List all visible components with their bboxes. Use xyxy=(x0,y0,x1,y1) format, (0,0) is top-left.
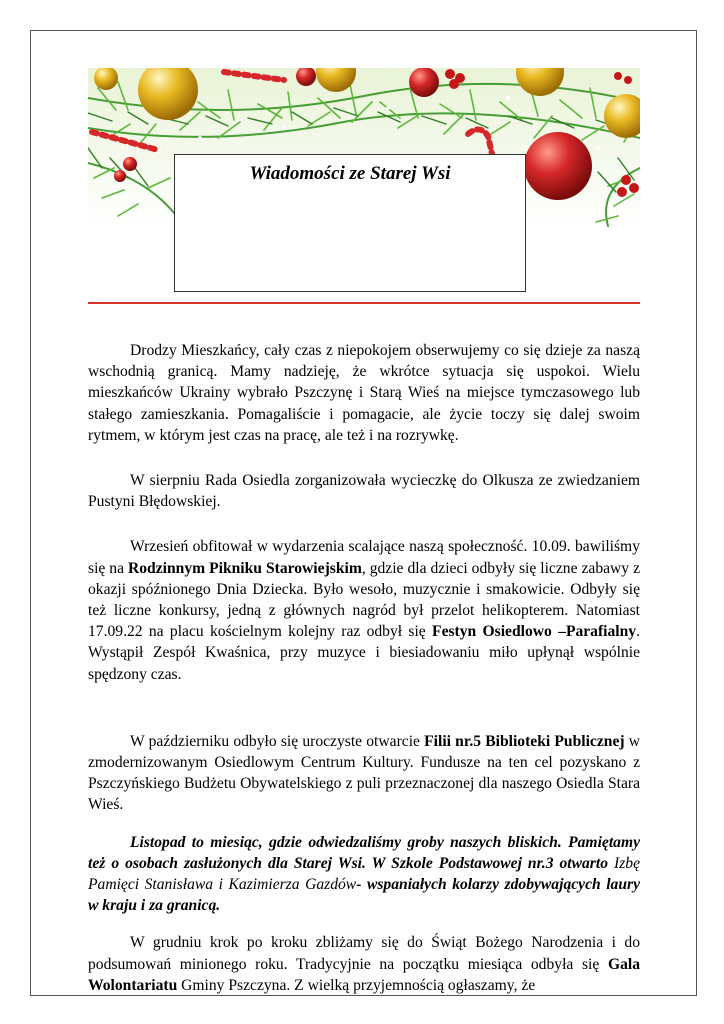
newsletter-body xyxy=(88,340,640,996)
november-text-1: Listopad to miesiąc, gdzie odwiedzaliśmy groby naszych bliskich. Pamiętamy też o osobach zasłużonych dla Starej Wsi. W Szkole Podstawowej nr.3 otwarto xyxy=(88,833,640,872)
september-text-3: . Wystąpił Zespół Kwaśnica, przy muzyce i biesiadowaniu miło upłynął wspólnie spędzony czas. xyxy=(88,623,641,683)
paragraph-september xyxy=(88,536,640,684)
memorial-room-name: Izbę Pamięci Stanisława i Kazimierza Gazdów xyxy=(88,854,640,894)
festival-event-name: Festyn Osiedlowo –Parafialny xyxy=(432,623,637,641)
november-text-2: - wspaniałych kolarzy zdobywających laury w kraju i za granicą. xyxy=(88,876,641,915)
paragraph-october xyxy=(88,731,640,816)
picnic-event-name: Rodzinnym Pikniku Starowiejskim xyxy=(128,559,362,577)
paragraph-august: W sierpniu Rada Osiedla zorganizowała wycieczkę do Olkusza ze zwiedzaniem Pustyni Błędowskiej. xyxy=(88,472,640,511)
september-text-1: Wrzesień obfitował w wydarzenia scalające naszą społeczność. 10.09. bawiliśmy się na xyxy=(88,538,640,577)
october-text-2: w zmodernizowanym Osiedlowym Centrum Kultury. Fundusze na ten cel pozyskano z Pszczyńskiego Budżetu Obywatelskiego z puli przeznaczonej dla naszego Osiedla Stara Wieś. xyxy=(88,732,641,814)
newsletter-title: Wiadomości ze Starej Wsi xyxy=(249,163,451,184)
library-branch-name: Filii nr.5 Biblioteki Publicznej xyxy=(424,732,625,750)
october-text-1: W październiku odbyło się uroczyste otwarcie xyxy=(130,732,425,750)
september-text-2: , gdzie dla dzieci odbyły się liczne zabawy z okazji spóźnionego Dnia Dziecka. Było wesoło, muzycznie i smakowicie. Odbyły się też liczne konkursy, jedną z głównych nagród był przelot helikopterem. Natomiast 17.09.22 na placu kościelnym kolejny raz odbył się xyxy=(88,559,640,641)
paragraph-november xyxy=(88,832,640,917)
title-frame xyxy=(174,154,526,292)
paragraph-december xyxy=(88,932,640,996)
red-divider xyxy=(88,302,640,304)
december-text-2: Gminy Pszczyna. Z wielką przyjemnością ogłaszamy, że xyxy=(177,976,536,994)
paragraph-intro: Drodzy Mieszkańcy, cały czas z niepokojem obserwujemy co się dzieje za naszą wschodnią granicą. Mamy nadzieję, że wkrótce sytuacja się uspokoi. Wielu mieszkańców Ukrainy wybrało Pszczynę i Starą Wieś na miejsce tymczasowego lub stałego zamieszkania. Pomagaliście i pomagacie, ale życie toczy się dalej swoim rytmem, w którym jest czas na pracę, ale też i na rozrywkę. xyxy=(88,342,640,444)
december-text-1: W grudniu krok po kroku zbliżamy się do Świąt Bożego Narodzenia i do podsumowań minionego roku. Tradycyjnie na początku miesiąca odbyła się xyxy=(88,934,640,973)
volunteer-gala-name: Gala Wolontariatu xyxy=(88,955,640,994)
